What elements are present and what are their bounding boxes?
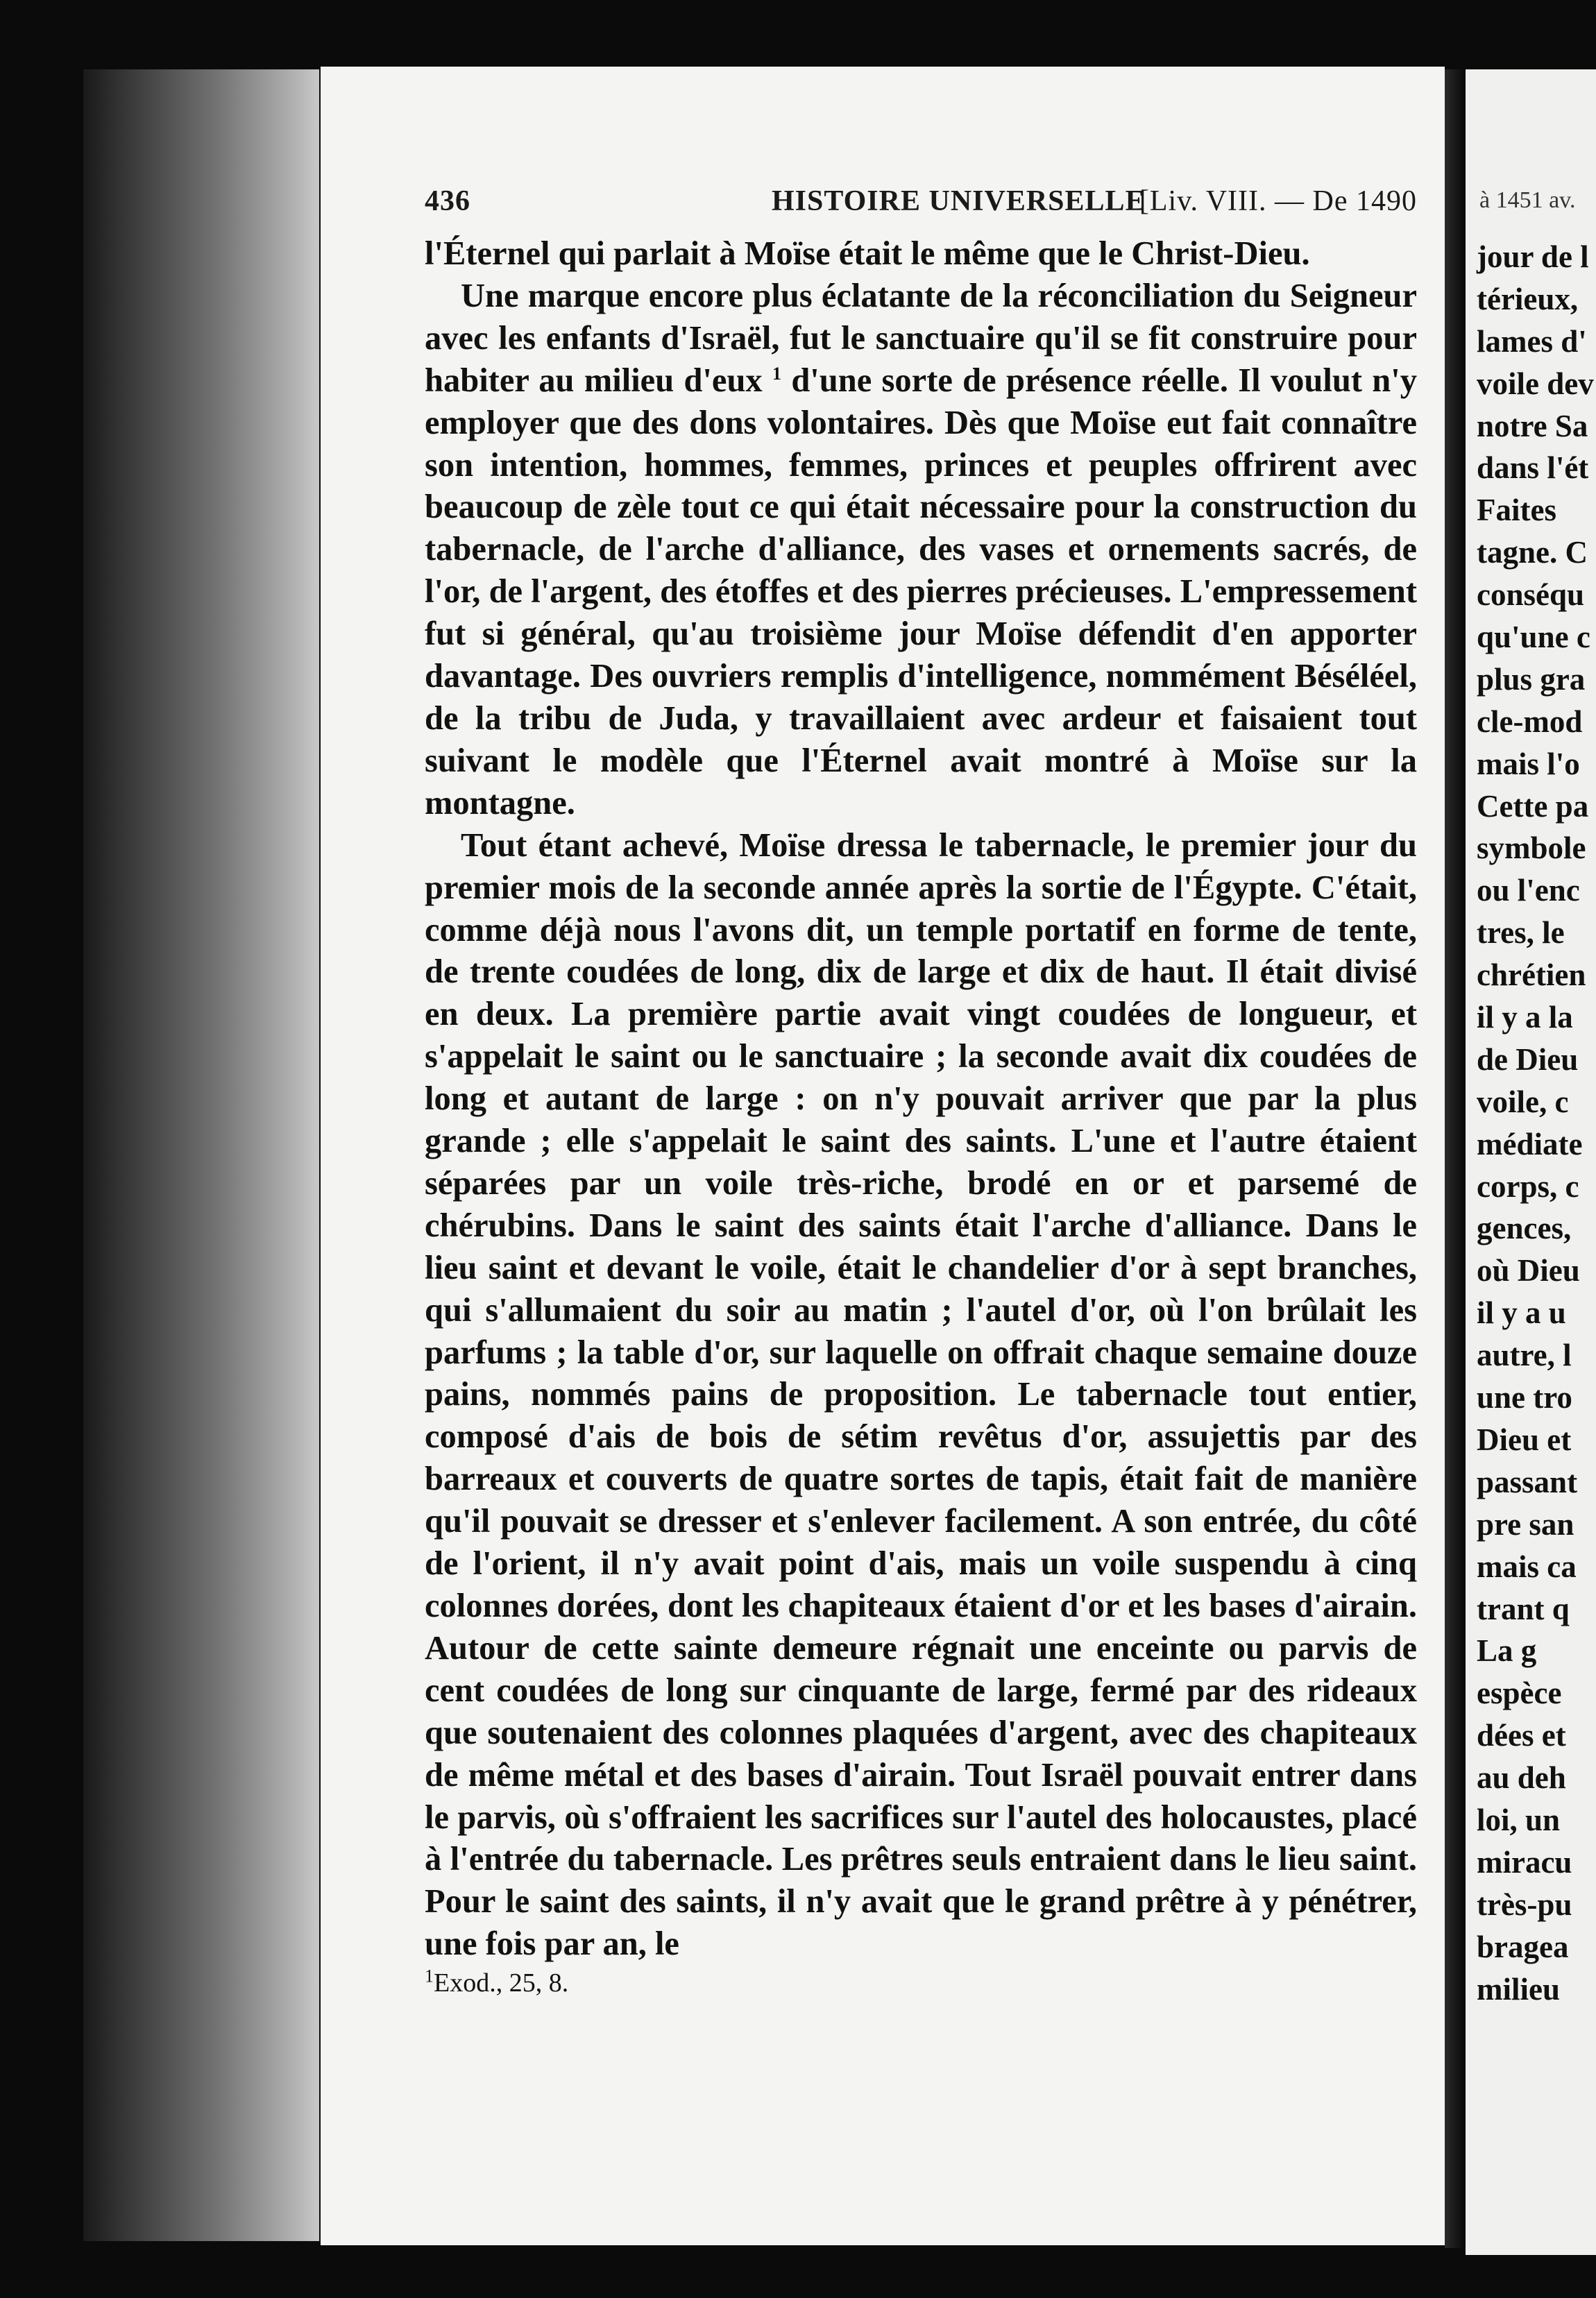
running-header xyxy=(425,185,1417,233)
paragraph: l'Éternel qui parlait à Moïse était le même que le Christ-Dieu. xyxy=(425,235,1310,272)
line-fragment: médiate xyxy=(1477,1126,1583,1161)
line-fragment: au deh xyxy=(1477,1760,1566,1796)
line-fragment: conséqu xyxy=(1477,577,1585,613)
line-fragment: Cette pa xyxy=(1477,788,1589,824)
page-content xyxy=(425,185,1417,1966)
page-number: 436 xyxy=(425,185,470,217)
line-fragment: où Dieu xyxy=(1477,1253,1580,1288)
line-fragment: notre Sa xyxy=(1477,408,1588,443)
chapter-reference: [Liv. VIII. — De 1490 xyxy=(1139,185,1417,217)
running-title: HISTOIRE UNIVERSELLE xyxy=(772,185,1146,217)
line-fragment: mais l'o xyxy=(1477,746,1580,781)
book-gutter xyxy=(1445,69,1466,2248)
line-fragment: miracu xyxy=(1477,1844,1572,1880)
body-text xyxy=(425,233,1417,1966)
line-fragment: plus gra xyxy=(1477,661,1586,697)
paragraph: Tout étant achevé, Moïse dressa le tabernacle, le premier jour du premier mois de la seconde année après la sortie de l'Égypte. C'était, comme déjà nous l'avons dit, un temple portatif en forme de tente, de trente coudées de long, dix de large et dix de haut. Il était divisé en deux. La première partie avait vingt coudées de longueur, et s'appelait le saint ou le sanctuaire ; la seconde avait dix coudées de long et autant de large : on n'y pouvait arriver que par la plus grande ; elle s'appelait le saint des saints. L'une et l'autre étaient séparées par un voile très-riche, brodé en or et parsemé de chérubins. Dans le saint des saints était l'arche d'alliance. Dans le lieu saint et devant le voile, était le chandelier d'or à sept branches, qui s'allumaient du soir au matin ; l'autel d'or, où l'on brûlait les parfums ; la table d'or, sur laquelle on offrait chaque semaine douze pains, nommés pains de proposition. Le tabernacle tout entier, composé d'ais de bois de sétim revêtus d'or, assujettis par des barreaux et couverts de quatre sortes de tapis, était fait de manière qu'il pouvait se dresser et s'enlever facilement. A son entrée, du côté de l'orient, il n'y avait point d'ais, mais un voile suspendu à cinq colonnes dorées, dont les chapiteaux étaient d'or et les bases d'airain. Autour de cette sainte demeure régnait une enceinte ou parvis de cent coudées de long sur cinquante de large, fermé par des rideaux que soutenaient des colonnes plaquées d'argent, avec des chapiteaux de même métal et des bases d'airain. Tout Israël pouvait entrer dans le parvis, où s'offraient les sacrifices sur l'autel des holocaustes, placé à l'entrée du tabernacle. Les prêtres seuls entraient dans le lieu saint. Pour le saint des saints, il n'y avait que le grand prêtre à y pénétrer, une fois par an, le xyxy=(425,826,1417,1963)
text-span: d'une sorte de présence réelle. Il voulut n'y employer que des dons volontaires. Dès que Moïse eut fait connaître son intention, hommes, femmes, princes et peuples offrirent avec beaucoup de zèle tout ce qui était nécessaire pour la construction du tabernacle, de l'arche d'alliance, des vases et ornements sacrés, de l'or, de l'argent, des étoffes et des pierres précieuses. L'empressement fut si général, qu'au troisième jour Moïse défendit d'en apporter davantage. Des ouvriers remplis d'intelligence, nommément Béséléel, de la tribu de Juda, y travaillaient avec ardeur et faisaient tout suivant le modèle que l'Éternel avait montré à Moïse sur la montagne. xyxy=(425,361,1417,822)
line-fragment: une tro xyxy=(1477,1380,1572,1415)
line-fragment: très-pu xyxy=(1477,1887,1572,1922)
line-fragment: il y a u xyxy=(1477,1295,1566,1331)
line-fragment: dées et xyxy=(1477,1718,1566,1753)
line-fragment: ou l'enc xyxy=(1477,873,1580,908)
line-fragment: gences, xyxy=(1477,1211,1572,1246)
line-fragment: milieu xyxy=(1477,1971,1560,2007)
line-fragment: chrétien xyxy=(1477,958,1586,993)
left-page xyxy=(321,67,1445,2245)
line-fragment: Dieu et xyxy=(1477,1422,1572,1457)
line-fragment: de Dieu xyxy=(1477,1041,1579,1077)
line-fragment: il y a la xyxy=(1477,1000,1573,1035)
footnote-marker: 1 xyxy=(772,363,781,384)
line-fragment: symbole xyxy=(1477,831,1586,866)
line-fragment: passant xyxy=(1477,1464,1578,1499)
line-fragment: espèce xyxy=(1477,1676,1562,1711)
line-fragment: bragea xyxy=(1477,1929,1569,1964)
footnote xyxy=(425,1968,568,1998)
line-fragment: tres, le xyxy=(1477,915,1565,951)
line-fragment: pre san xyxy=(1477,1506,1574,1542)
line-fragment: Faites xyxy=(1477,493,1556,528)
line-fragment: loi, un xyxy=(1477,1802,1561,1837)
right-page-fragment xyxy=(1466,69,1596,2255)
paragraph xyxy=(425,275,1417,825)
line-fragment: trant q xyxy=(1477,1591,1570,1626)
footnote-number: 1 xyxy=(425,1966,434,1986)
line-fragment: corps, c xyxy=(1477,1168,1579,1204)
line-fragment: térieux, xyxy=(1477,281,1579,316)
right-page-lines xyxy=(1477,236,1594,2010)
line-fragment: La g xyxy=(1477,1633,1537,1669)
line-fragment: tagne. C xyxy=(1477,535,1588,570)
line-fragment: dans l'ét xyxy=(1477,450,1589,486)
line-fragment: mais ca xyxy=(1477,1549,1577,1584)
line-fragment: jour de l xyxy=(1477,239,1589,274)
right-page-header: à 1451 av. xyxy=(1479,187,1576,213)
book-left-edge xyxy=(83,69,319,2241)
line-fragment: qu'une c xyxy=(1477,620,1590,655)
line-fragment: autre, l xyxy=(1477,1338,1572,1373)
line-fragment: voile, c xyxy=(1477,1084,1569,1119)
line-fragment: lames d' xyxy=(1477,323,1587,359)
line-fragment: cle-mod xyxy=(1477,704,1583,739)
text-span: Une marque encore plus éclatante de la réconciliation du Seigneur avec les enfants d'Israël, fut le sanctuaire qu'il se fit construire pour habiter au milieu d'eux xyxy=(425,277,1417,399)
line-fragment: voile dev xyxy=(1477,366,1594,401)
footnote-text: Exod., 25, 8. xyxy=(434,1968,569,1998)
